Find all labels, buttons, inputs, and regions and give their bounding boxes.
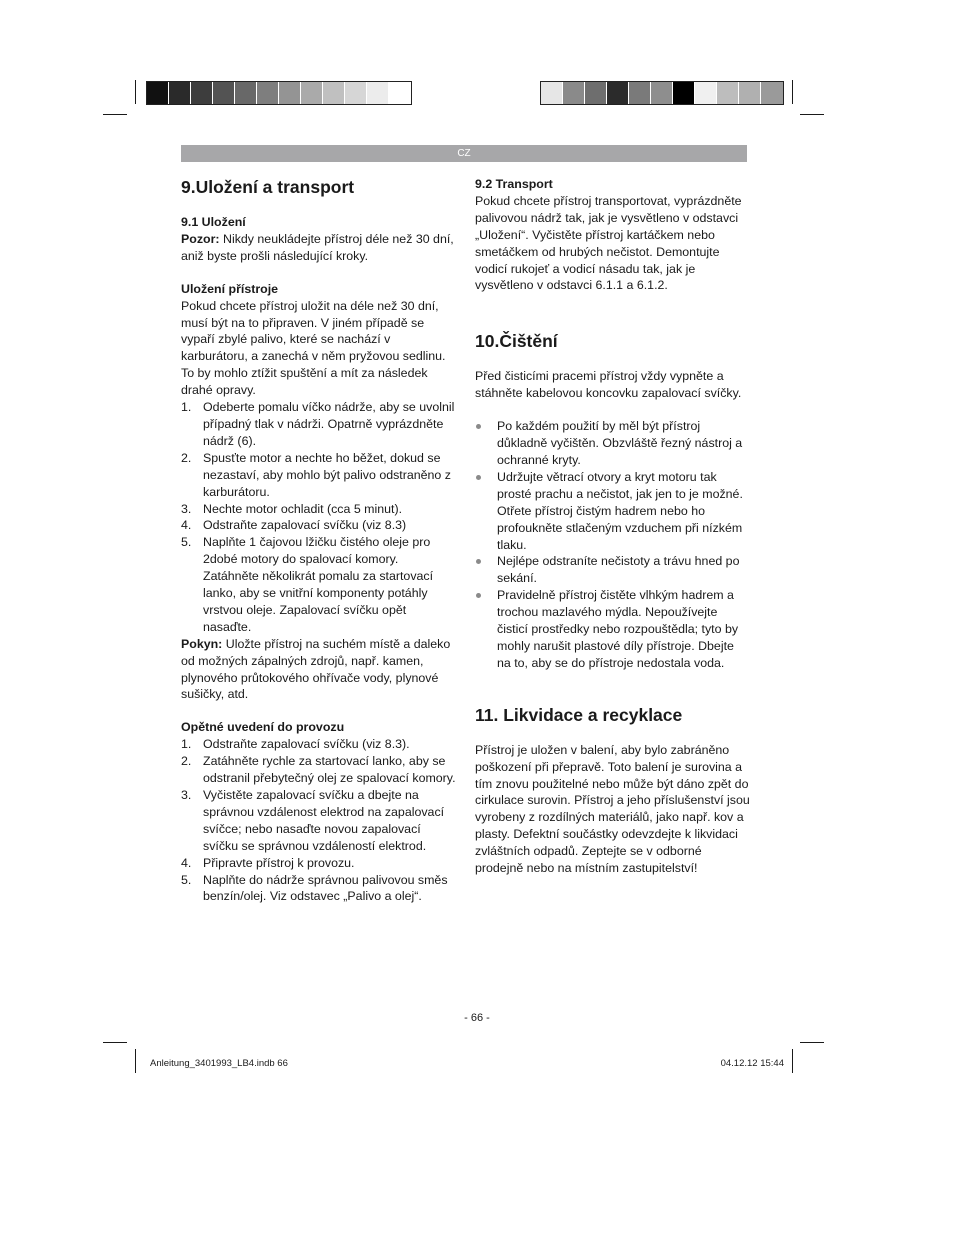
section-11-title: 11. Likvidace a recyklace: [475, 704, 683, 725]
color-bar-left-swatch: [169, 82, 191, 104]
crop-mark: [792, 80, 793, 104]
language-bar: CZ: [181, 145, 747, 162]
step-text: Zatáhněte rychle za startovací lanko, aby se odstranil přebytečný olej ze spalovací komory.: [203, 754, 456, 786]
step-number: 4.: [181, 855, 192, 870]
color-bar-right-swatch: [607, 82, 629, 104]
color-bar-left: [146, 81, 412, 105]
step-item: [181, 517, 456, 534]
bullet-dot-icon: [476, 424, 481, 429]
color-bar-left-swatch: [345, 82, 367, 104]
step-text: Připravte přístroj k provozu.: [203, 855, 355, 870]
color-bar-right-swatch: [739, 82, 761, 104]
crop-mark: [135, 80, 136, 104]
step-number: 5.: [181, 535, 192, 550]
step-number: 2.: [181, 754, 192, 769]
step-text: Odstraňte zapalovací svíčku (viz 8.3): [203, 518, 407, 533]
section-9-2-title: 9.2 Transport: [475, 177, 553, 191]
step-number: 3.: [181, 788, 192, 802]
step-text: Naplňte do nádrže správnou palivovou směs benzín/olej. Viz odstavec „Palivo a olej“.: [203, 872, 448, 904]
bullet-text: Pravidelně přístroj čistěte vlhkým hadrem a trochou mazlavého mýdla. Nepoužívejte čisticí prostředky nebo rozpouštědla; tyto by mohly narušit plastové díly přístroje. Dbejte na to, aby se do přístroje nedostala voda.: [497, 588, 739, 670]
color-bar-left-swatch: [323, 82, 345, 104]
cleaning-intro: Před čisticími pracemi přístroj vždy vypněte a stáhněte kabelovou koncovku zapalovací svíčky.: [475, 369, 742, 401]
color-bar-right-swatch: [651, 82, 673, 104]
storage-device-title: Uložení přístroje: [181, 281, 279, 296]
color-bar-left-swatch: [213, 82, 235, 104]
color-bar-right-swatch: [717, 82, 739, 104]
step-item: [181, 855, 456, 872]
step-item: [181, 787, 456, 855]
bullet-text: Po každém použití by měl být přístroj důkladně vyčištěn. Obzvláště řezný nástroj a ochranné kryty.: [497, 419, 743, 467]
step-number: 1.: [181, 400, 192, 415]
color-bar-right-swatch: [673, 82, 695, 104]
step-text: Naplňte 1 čajovou lžičku čistého oleje pro 2dobé motory do spalovací komory. Zatáhněte několikrát pomalu za startovací lanko, aby se vnitřní komponenty potáhly vrstvou oleje. Zapalovací svíčku opět nasaďte.: [203, 535, 434, 634]
color-bar-left-swatch: [191, 82, 213, 104]
step-text: Nechte motor ochladit (cca 5 minut).: [203, 501, 403, 516]
storage-device-text: Pokud chcete přístroj uložit na déle než 30 dní, musí být na to připraven. V jiném případě se vypaří zbylé palivo, které se nachází v karburátoru, a zanechá v něm pryžovou sedlinu. To by mohlo ztížit spuštění a mít za následek drahé opravy.: [181, 298, 446, 398]
step-item: [181, 534, 456, 635]
storage-steps-list: [181, 399, 456, 636]
step-item: [181, 501, 456, 518]
left-column: [181, 176, 456, 905]
page-number: - 66 -: [464, 1012, 490, 1024]
color-bar-left-swatch: [147, 82, 169, 104]
pokyn-paragraph: [181, 636, 456, 704]
step-item: [181, 736, 456, 753]
step-number: 2.: [181, 450, 192, 465]
crop-mark: [135, 1049, 136, 1073]
step-number: 1.: [181, 737, 192, 752]
color-bar-right-swatch: [563, 82, 585, 104]
bullet-text: Udržujte větrací otvory a kryt motoru tak prosté prachu a nečistot, jak jen to je možné. Otřete přístroj čistým hadrem nebo ho profoukněte stlačeným vzduchem při nízkém tlaku.: [497, 469, 743, 552]
color-bar-right-swatch: [629, 82, 651, 104]
pokyn-text: Uložte přístroj na suchém místě a daleko od možných zápalných zdrojů, např. kamen, plynového průtokového ohřívače vody, plynové sušičky, atd.: [181, 636, 451, 702]
step-item: [181, 872, 456, 906]
disposal-text: Přístroj je uložen v balení, aby bylo zabráněno poškození při přepravě. Toto balení je surovina a tím znovu použitelné nebo může být dáno zpět do cirkulace surovin. Přístroj a jeho příslušenství jsou vyrobeny z rozdílných materiálů, jako např. kov a plasty. Defektní součástky odevzdejte k likvidaci zvláštních odpadů. Zeptejte se v odborné prodejně nebo na místním zastupitelství!: [475, 742, 750, 876]
bullet-item: [475, 469, 750, 554]
step-text: Vyčistěte zapalovací svíčku a dbejte na správnou vzdálenost elektrod na zapalovací svíčce; nebo nasaďte novou zapalovací svíčku se správnou vzdáleností elektrod.: [203, 788, 445, 853]
footer-filename: Anleitung_3401993_LB4.indb 66: [150, 1058, 288, 1069]
color-bar-right-swatch: [695, 82, 717, 104]
step-item: [181, 450, 456, 501]
color-bar-left-swatch: [279, 82, 301, 104]
step-number: 4.: [181, 518, 192, 533]
step-number: 3.: [181, 501, 192, 516]
cleaning-bullet-list: [475, 418, 750, 672]
section-9-1-title: 9.1 Uložení: [181, 215, 246, 229]
section-9-title: 9.Uložení a transport: [181, 177, 355, 197]
color-bar-left-swatch: [367, 82, 389, 104]
color-bar-right: [540, 81, 784, 105]
step-text: Odstraňte zapalovací svíčku (viz 8.3).: [203, 737, 410, 752]
bullet-text: Nejlépe odstraníte nečistoty a trávu hned po sekání.: [497, 554, 740, 586]
pozor-label: Pozor:: [181, 231, 220, 246]
transport-text: Pokud chcete přístroj transportovat, vyprázdněte palivovou nádrž tak, jak je vysvětleno v odstavci „Uložení“. Vyčistěte přístroj kartáčkem nebo smetáčkem od hrubých nečistot. Demontujte vodicí rukojeť a vodicí násadu tak, jak je vysvětleno v odstavci 6.1.1 a 6.1.2.: [475, 193, 742, 293]
right-column: [475, 176, 750, 877]
step-number: 5.: [181, 872, 192, 887]
bullet-dot-icon: [476, 559, 481, 564]
bullet-dot-icon: [476, 593, 481, 598]
pokyn-label: Pokyn:: [181, 636, 223, 651]
pozor-paragraph: [181, 231, 456, 265]
color-bar-left-swatch: [235, 82, 257, 104]
color-bar-right-swatch: [761, 82, 783, 104]
restart-title: Opětné uvedení do provozu: [181, 720, 345, 735]
crop-mark: [103, 114, 127, 115]
color-bar-left-swatch: [301, 82, 323, 104]
color-bar-left-swatch: [257, 82, 279, 104]
step-text: Spusťte motor a nechte ho běžet, dokud se nezastaví, aby mohlo být palivo odstraněno z karburátoru.: [203, 450, 451, 499]
section-10-title: 10.Čištění: [475, 331, 558, 352]
crop-mark: [800, 114, 824, 115]
bullet-item: [475, 418, 750, 469]
bullet-item: [475, 553, 750, 587]
restart-steps-list: [181, 736, 456, 905]
color-bar-right-swatch: [585, 82, 607, 104]
crop-mark: [792, 1049, 793, 1073]
crop-mark: [103, 1042, 127, 1043]
color-bar-left-swatch: [389, 82, 411, 104]
color-bar-right-swatch: [541, 82, 563, 104]
bullet-dot-icon: [476, 475, 481, 480]
crop-mark: [800, 1042, 824, 1043]
footer-timestamp: 04.12.12 15:44: [720, 1058, 784, 1069]
pozor-text: Nikdy neukládejte přístroj déle než 30 dní, aniž byste prošli následující kroky.: [181, 231, 454, 263]
bullet-item: [475, 587, 750, 672]
step-item: [181, 399, 456, 450]
step-item: [181, 753, 456, 787]
step-text: Odeberte pomalu víčko nádrže, aby se uvolnil případný tlak v nádrži. Opatrně vyprázdněte nádrž (6).: [203, 400, 455, 448]
